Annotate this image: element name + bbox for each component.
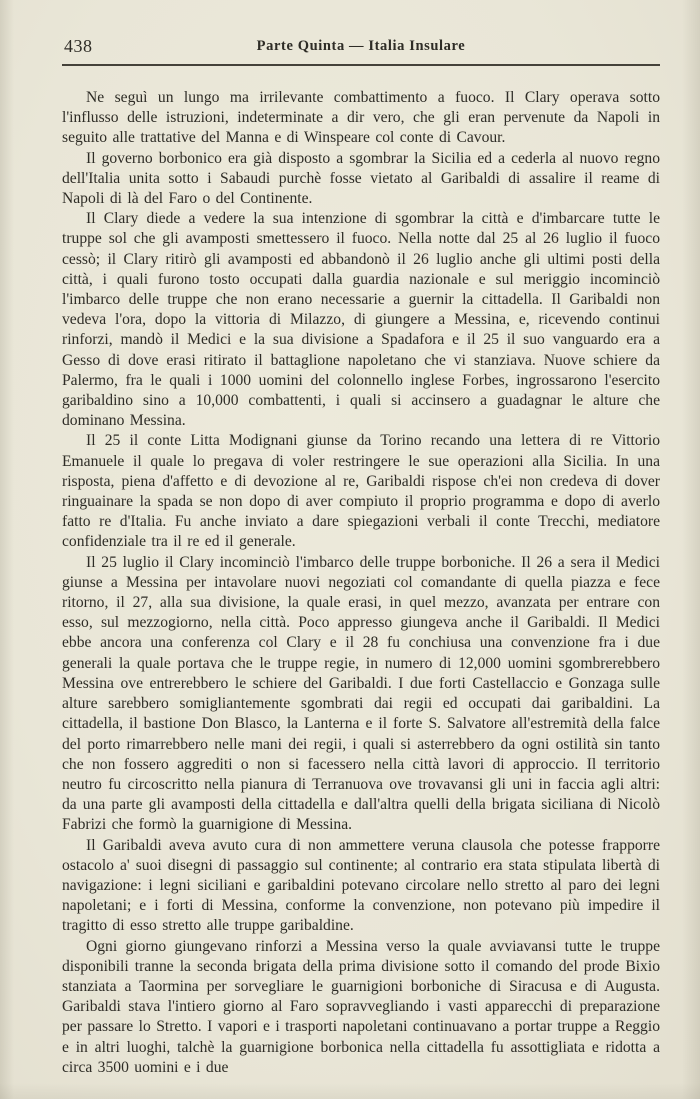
page-number: 438	[64, 36, 93, 56]
paragraph: Ne seguì un lungo ma irrilevante combattimento a fuoco. Il Clary operava sotto l'influsso delle istruzioni, indeterminate a dir vero, che gli eran pervenute da Napoli in seguito alle trattative del Manna e di Winspeare col conte di Cavour.	[62, 89, 660, 147]
body-text	[62, 88, 660, 1078]
paragraph: Il 25 il conte Litta Modignani giunse da Torino recando una lettera di re Vittorio Emanuele il quale lo pregava di voler restringere le sue operazioni alla Sicilia. In una risposta, piena d'affetto e di devozione al re, Garibaldi rispose ch'ei non credeva di dover ringuainare la spada se non dopo di aver compiuto il proprio programma e dopo di averlo fatto re d'Italia. Fu anche inviato a dare spiegazioni verbali il conte Trecchi, mediatore confidenziale tra il re ed il generale.	[62, 432, 660, 551]
paragraph: Il governo borbonico era già disposto a sgombrar la Sicilia ed a cederla al nuovo regno dell'Italia unita sotto i Sabaudi purchè fosse vietato al Garibaldi di assalire il reame di Napoli di là del Faro o del Continente.	[62, 149, 660, 208]
page-content	[62, 36, 660, 1078]
paragraph: Il 25 luglio il Clary incominciò l'imbarco delle truppe borboniche. Il 26 a sera il Medici giunse a Messina per intavolare nuovi negoziati col comandante di quella piazza e fece ritorno, il 27, alla sua divisione, la quale erasi, in quel mezzo, avanzata per entrare con esso, sul mezzogiorno, nella città. Poco appresso giungeva anche il Garibaldi. Il Medici ebbe ancora una conferenza col Clary e il 28 fu conchiusa una convenzione fra i due generali la quale portava che le truppe regie, in numero di 12,000 uomini sgombrerebbero Messina ove entrerebbero le schiere del Garibaldi. I due forti Castellaccio e Gonzaga sulle alture sarebbero somigliantemente sgombrati dai regii ed occupati dai garibaldini. La cittadella, il bastione Don Blasco, la Lanterna e il forte S. Salvatore all'estremità della falce del porto rimarrebbero nelle mani dei regii, i quali si asterrebbero da ogni ostilità sin tanto che non fossero aggrediti o non si facessero nella città lavori di approccio. Il territorio neutro fu circoscritto nella pianura di Terranuova ove trovavansi gli uni in faccia agli altri: da una parte gli avamposti della cittadella e dall'altra quelli della brigata siciliana di Nicolò Fabrizi che formò la guarnigione di Messina.	[62, 553, 660, 834]
header-rule-divider	[62, 64, 660, 66]
paragraph: Il Clary diede a vedere la sua intenzione di sgombrar la città e d'imbarcare tutte le truppe sol che gli avamposti smettessero il fuoco. Nella notte dal 25 al 26 luglio il fuoco cessò; il Clary ritirò gli avamposti ed abbandonò il 26 luglio anche gli ultimi posti della città, i quali furono tosto occupati dalla guardia nazionale e sul meriggio incominciò l'imbarco delle truppe che non erano necessarie a guernir la cittadella. Il Garibaldi non vedeva l'ora, dopo la vittoria di Milazzo, di giungere a Messina, e, ricevendo continui rinforzi, mandò il Medici e la sua divisione a Spadafora e il 25 il suo vanguardo era a Gesso di dove erasi ritirato il battaglione napoletano che vi stanziava. Nuove schiere da Palermo, fra le quali i 1000 uomini del colonnello inglese Forbes, ingrossarono l'esercito garibaldino sino a 10,000 combattenti, i quali si accinsero a guadagnar le alture che dominano Messina.	[62, 210, 660, 430]
running-header	[62, 36, 660, 60]
paragraph: Il Garibaldi aveva avuto cura di non ammettere veruna clausola che potesse frapporre ostacolo a' suoi disegni di passaggio sul continente; al contrario era stata stipulata libertà di navigazione: i legni siciliani e garibaldini potevano circolare nello stretto al paro dei legni napoletani; e i forti di Messina, conforme la convenzione, non potevano più impedire il tragitto di esso stretto alle truppe garibaldine.	[62, 836, 660, 935]
running-title: Parte Quinta — Italia Insulare	[256, 38, 466, 54]
paragraph: Ogni giorno giungevano rinforzi a Messina verso la quale avviavansi tutte le truppe disponibili tranne la seconda brigata della prima divisione sotto il comando del prode Bixio stanziata a Taormina per sorvegliare le guarnigioni borboniche di Siracusa e di Augusta. Garibaldi stava l'intiero giorno al Faro sopravvegliando i vasti apparecchi di preparazione per passare lo Stretto. I vapori e i trasporti napoletani continuavano a portar truppe a Reggio e in altri luoghi, talchè la guarnigione borbonica nella cittadella fu assottigliata e ridotta a circa 3500 uomini e i due	[62, 937, 660, 1076]
